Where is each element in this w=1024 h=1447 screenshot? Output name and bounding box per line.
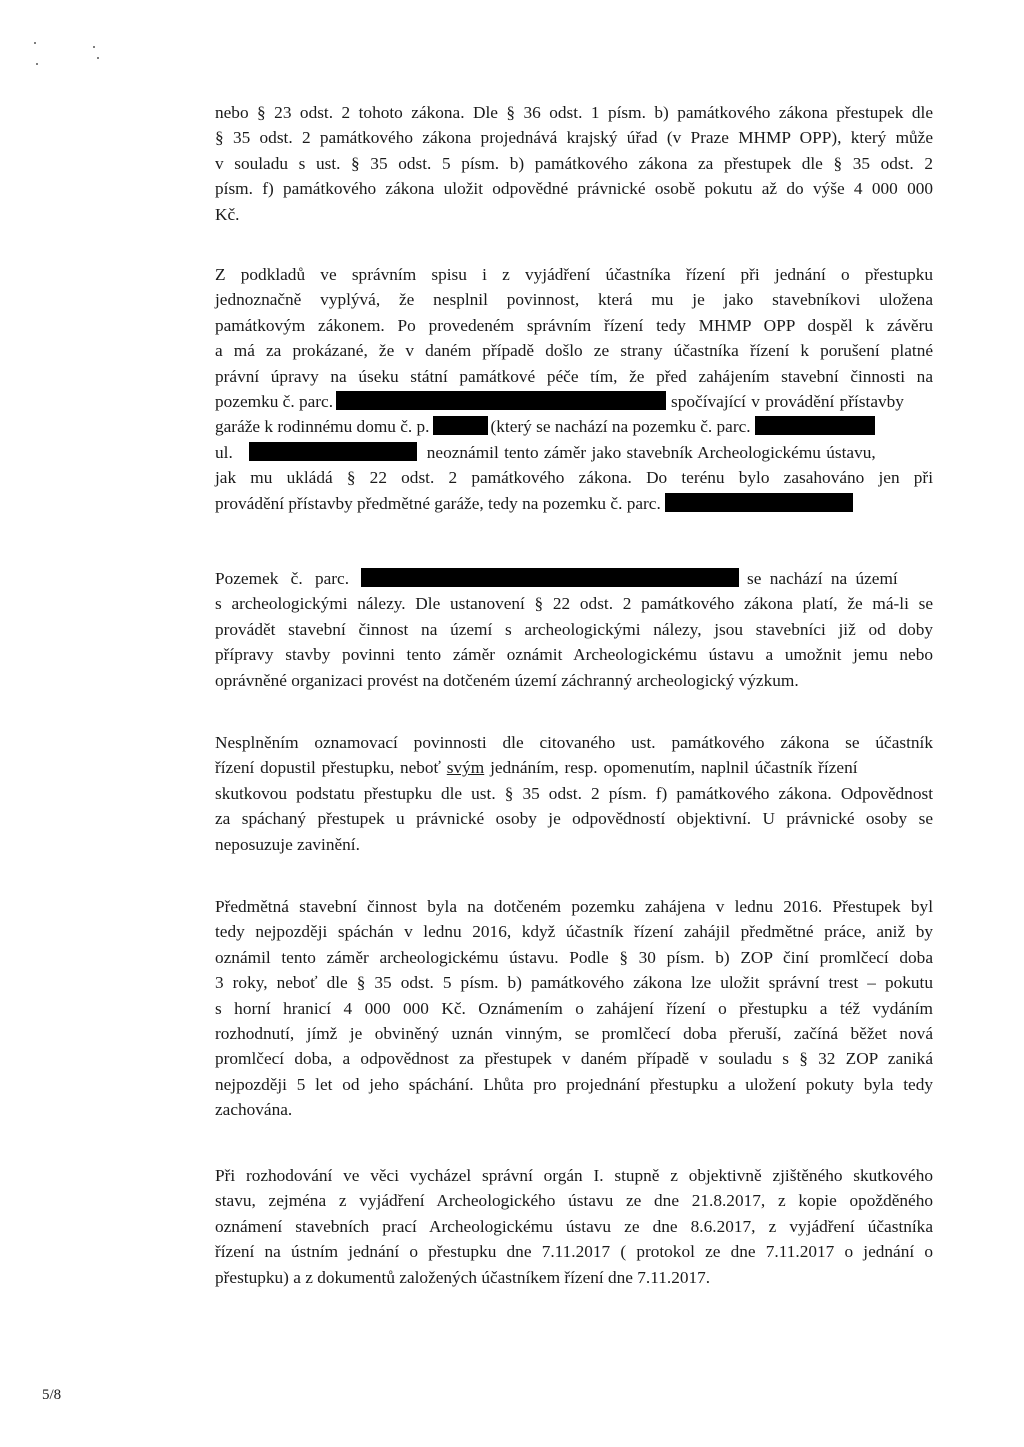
text-line: písm. f) památkového zákona uložit odpovědné právnické osobě pokutu až do výše 4 000 000 [215,179,933,199]
text-line: oznámil tento záměr archeologickému ústavu. Podle § 30 písm. b) ZOP činí promlčecí doba [215,947,933,967]
paragraph-archeological-area [215,566,933,693]
text-line: a má za prokázané, že v daném případě došlo ze strany účastníka řízení k porušení platné [215,341,933,361]
redaction-block [665,493,853,512]
text-line [215,755,933,780]
text-line: přestupku) a z dokumentů založených účastníkem řízení dne 7.11.2017. [215,1267,711,1287]
text-line [215,389,933,414]
text-fragment: (který se nachází na pozemku č. parc. [490,417,751,437]
text-line: nejpozději 5 let od jeho spáchání. Lhůta pro projednání přestupku a uložení pokuty byla tedy [215,1074,933,1094]
text-line: Z podkladů ve správním spisu i z vyjádření účastníka řízení při jednání o přestupku [215,265,933,284]
text-fragment: Pozemek č. parc. [215,569,350,588]
text-line: § 35 odst. 2 památkového zákona projednává krajský úřad (v Praze MHMP OPP), který může [215,128,933,148]
redaction-block [249,442,417,461]
paragraph-evidence [215,1163,933,1290]
text-line: promlčecí doba, a odpovědnost za přestupek v daném případě v souladu s § 32 ZOP zaniká [215,1049,933,1069]
paragraph-penalty-authority [215,100,933,227]
text-line: stavu, zejména z vyjádření Archeologického ústavu ze dne 21.8.2017, z kopie opožděného [215,1191,933,1211]
text-line: památkovým zákonem. Po provedeném správním řízení tedy MHMP OPP dospěl k závěru [215,315,933,335]
text-line: oprávněné organizaci provést na dotčeném území záchranný archeologický výzkum. [215,670,799,690]
text-line: tedy nejpozději spáchán v lednu 2016, když účastník řízení zahájil předmětné práce, aniž by [215,922,933,942]
text-line: rozhodnutí, jímž je obviněný uznán vinným, se promlčecí doba přeruší, začíná běžet nová [215,1024,933,1044]
underlined-word: svým [446,758,485,778]
text-fragment: pozemku č. parc. [215,392,334,412]
text-line: Při rozhodování ve věci vycházel správní orgán I. stupně z objektivně zjištěného skutkového [215,1166,933,1185]
text-line: v souladu s ust. § 35 odst. 5 písm. b) památkového zákona za přestupek dle § 35 odst. 2 [215,153,933,173]
scan-speck [34,42,36,44]
text-line [215,491,933,516]
text-line: 3 roky, neboť dle § 35 odst. 5 písm. b) památkového zákona lze uložit správní trest – pokutu [215,973,933,993]
text-line: jak mu ukládá § 22 odst. 2 památkového zákona. Do terénu bylo zasahováno jen při [215,468,933,488]
text-fragment: provádění přístavby předmětné garáže, tedy na pozemku č. parc. [215,493,661,513]
text-line: skutkovou podstatu přestupku dle ust. § 35 odst. 2 písm. f) památkového zákona. Odpovědnost [215,783,933,803]
text-fragment: spočívající v provádění přístavby [671,392,904,412]
text-line: s archeologickými nálezy. Dle ustanovení § 22 odst. 2 památkového zákona platí, že má-li se [215,594,933,614]
redaction-block [433,416,488,435]
redaction-block [361,568,739,587]
text-fragment: se nachází na území [747,569,898,588]
text-line: Nesplněním oznamovací povinnosti dle citovaného ust. památkového zákona se účastník [215,733,933,752]
text-fragment: jednáním, resp. opomenutím, naplnil účastník řízení [490,758,858,778]
scan-speck [93,46,95,48]
text-line: nebo § 23 odst. 2 tohoto zákona. Dle § 36 odst. 1 písm. b) památkového zákona přestupek dle [215,103,933,122]
text-fragment: ul. [215,442,233,462]
page-number: 5/8 [42,1387,62,1403]
paragraph-limitation-period [215,894,933,1123]
text-line: přípravy stavby povinni tento záměr oznámit Archeologickému ústavu a umožnit jemu nebo [215,645,933,665]
paragraph-findings [215,262,933,516]
text-line: zachována. [215,1100,293,1120]
text-line [215,440,933,465]
text-fragment: neoznámil tento záměr jako stavebník Archeologickému ústavu, [426,442,876,462]
text-line: Předmětná stavební činnost byla na dotčeném pozemku zahájena v lednu 2016. Přestupek byl [215,897,933,916]
text-fragment: garáže k rodinnému domu č. p. [215,417,430,437]
text-line [215,566,933,591]
text-fragment: řízení dopustil přestupku, neboť [215,758,441,778]
text-line: jednoznačně vyplývá, že nesplnil povinnost, která mu je jako stavebníkovi uložena [215,290,933,310]
redaction-block [755,416,875,435]
text-line: právní úpravy na úseku státní památkové péče tím, že před zahájením stavební činnosti na [215,366,933,386]
text-line: za spáchaný přestupek u právnické osoby je odpovědností objektivní. U právnické osoby se [215,809,933,829]
text-line [215,414,933,439]
scan-speck [97,57,99,59]
paragraph-violation [215,730,933,857]
text-line: řízení na ústním jednání o přestupku dne 7.11.2017 ( protokol ze dne 7.11.2017 o jednání o [215,1242,933,1262]
scan-speck [36,63,38,65]
text-line: neposuzuje zavinění. [215,834,360,854]
text-line: Kč. [215,204,240,224]
text-line: oznámení stavebních prací Archeologickému ústavu ze dne 8.6.2017, z vyjádření účastníka [215,1216,933,1236]
text-line: provádět stavební činnost na území s archeologickými nálezy, jsou stavebníci již od doby [215,619,933,639]
redaction-block [336,391,666,410]
text-line: s horní hranicí 4 000 000 Kč. Oznámením o zahájení řízení o přestupku a též vydáním [215,998,933,1018]
